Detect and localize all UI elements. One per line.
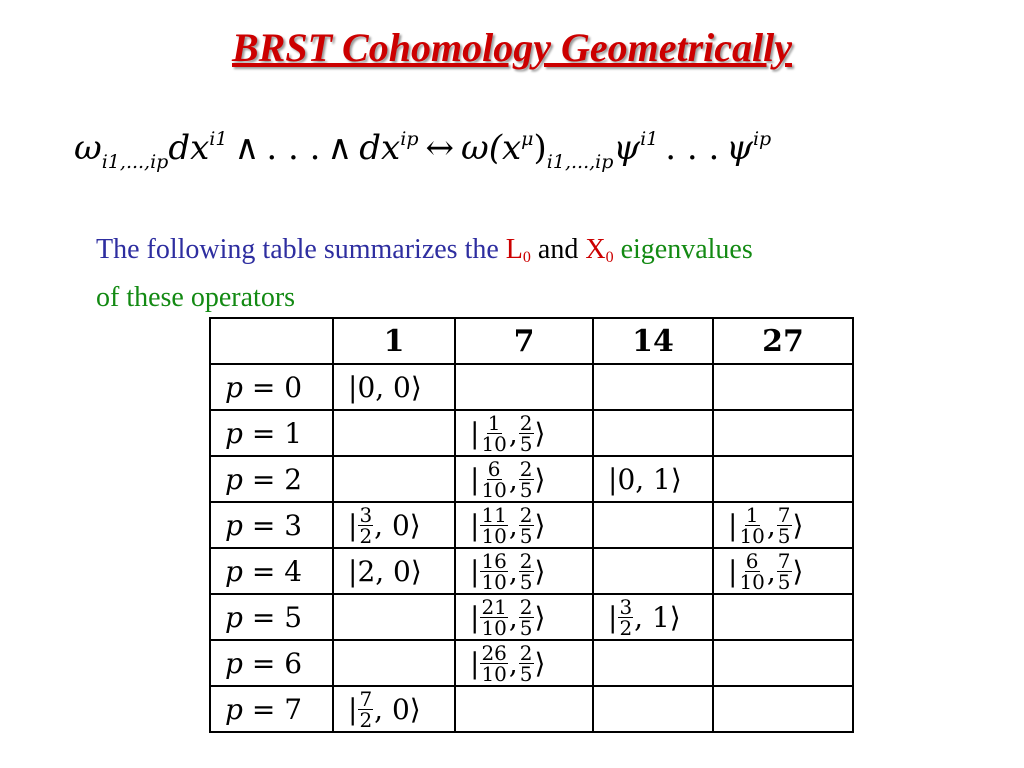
ket-state: | $\frac{6}{10}$ , $\frac{7}{5}$ ⟩ <box>728 548 804 594</box>
ket-state: | 2, 0 ⟩ <box>348 554 422 588</box>
fraction: $\frac{2}{5}$ <box>519 456 533 502</box>
table-cell <box>333 594 455 640</box>
table-cell <box>455 548 593 594</box>
table-cell <box>593 640 713 686</box>
table-cell <box>593 410 713 456</box>
ket-state: | 0, 1 ⟩ <box>608 462 682 496</box>
formula-rhs-close: ) <box>533 128 547 168</box>
table-cell <box>455 686 593 732</box>
slide-title: BRST Cohomology Geometrically <box>232 25 792 70</box>
formula-dx2: dx <box>359 128 401 168</box>
table-cell <box>455 364 593 410</box>
ket-state: | $\frac{7}{2}$ , 0 ⟩ <box>348 686 421 732</box>
row-label: p = 6 <box>210 640 333 686</box>
fraction: $\frac{16}{10}$ <box>481 548 507 594</box>
table-row <box>210 364 853 410</box>
fraction: $\frac{21}{10}$ <box>481 594 507 640</box>
fraction: $\frac{2}{5}$ <box>519 410 533 456</box>
ket-state: | $\frac{21}{10}$ , $\frac{2}{5}$ ⟩ <box>470 594 546 640</box>
table-row <box>210 594 853 640</box>
table-cell <box>455 640 593 686</box>
table-header-row <box>210 318 853 364</box>
row-label: p = 3 <box>210 502 333 548</box>
formula-lhs-sub: i1,...,ip <box>101 151 169 173</box>
table-cell <box>333 548 455 594</box>
row-label: p = 2 <box>210 456 333 502</box>
table-cell <box>713 640 853 686</box>
ket-state: | $\frac{3}{2}$ , 0 ⟩ <box>348 502 421 548</box>
formula-rhs-sub: i1,...,ip <box>546 151 614 173</box>
table-cell <box>455 502 593 548</box>
ket-state: | $\frac{26}{10}$ , $\frac{2}{5}$ ⟩ <box>470 640 546 686</box>
header-cell: 27 <box>713 318 853 364</box>
fraction: $\frac{7}{5}$ <box>777 502 791 548</box>
ket-state: | $\frac{3}{2}$ , 1 ⟩ <box>608 594 681 640</box>
summary-X <box>585 234 613 265</box>
fraction: $\frac{7}{2}$ <box>359 686 373 732</box>
table-cell <box>593 548 713 594</box>
cohomology-formula <box>74 128 974 173</box>
header-cell: 7 <box>455 318 593 364</box>
fraction: $\frac{2}{5}$ <box>519 548 533 594</box>
table-row <box>210 456 853 502</box>
fraction: $\frac{2}{5}$ <box>519 502 533 548</box>
formula-wedge1: ∧ <box>234 128 260 168</box>
table-cell <box>713 410 853 456</box>
fraction: $\frac{3}{2}$ <box>619 594 633 640</box>
table-cell <box>593 364 713 410</box>
table-cell <box>713 502 853 548</box>
table-cell <box>593 456 713 502</box>
summary-part2: eigenvalues <box>613 234 753 265</box>
fraction: $\frac{1}{10}$ <box>481 410 507 456</box>
formula-psi2-sup: ip <box>752 128 772 150</box>
fraction: $\frac{26}{10}$ <box>481 640 507 686</box>
formula-dx1-sup: i1 <box>209 128 228 150</box>
row-label: p = 1 <box>210 410 333 456</box>
summary-X-letter: X <box>585 234 606 265</box>
summary-text <box>96 230 916 318</box>
summary-L-sub: 0 <box>522 249 531 266</box>
table-cell <box>333 640 455 686</box>
formula-dots1: . . . <box>266 128 321 168</box>
summary-line2: of these operators <box>96 282 296 313</box>
formula-psi1-sup: i1 <box>640 128 659 150</box>
header-cell <box>210 318 333 364</box>
table-row <box>210 686 853 732</box>
row-label: p = 4 <box>210 548 333 594</box>
table-body <box>210 364 853 732</box>
eigenvalue-table <box>209 317 854 733</box>
ket-state: | $\frac{6}{10}$ , $\frac{2}{5}$ ⟩ <box>470 456 546 502</box>
table-cell <box>455 456 593 502</box>
table-cell <box>593 502 713 548</box>
ket-state: | $\frac{11}{10}$ , $\frac{2}{5}$ ⟩ <box>470 502 546 548</box>
formula-rhs: ω(x <box>461 128 522 168</box>
formula-psi1: ψ <box>613 128 641 168</box>
row-label: p = 5 <box>210 594 333 640</box>
fraction: $\frac{2}{5}$ <box>519 640 533 686</box>
table-cell <box>713 594 853 640</box>
table-cell <box>713 686 853 732</box>
formula-dots2: . . . <box>665 128 720 168</box>
fraction: $\frac{6}{10}$ <box>739 548 765 594</box>
table-cell <box>455 410 593 456</box>
table-cell <box>333 686 455 732</box>
summary-L <box>506 234 531 265</box>
fraction: $\frac{11}{10}$ <box>481 502 507 548</box>
formula-arrow: ↔ <box>425 128 454 168</box>
formula-psi2: ψ <box>726 128 753 168</box>
table-cell <box>593 594 713 640</box>
ket-state: | $\frac{1}{10}$ , $\frac{2}{5}$ ⟩ <box>470 410 546 456</box>
table-row <box>210 548 853 594</box>
table-cell <box>333 502 455 548</box>
ket-state: | 0, 0 ⟩ <box>348 370 422 404</box>
table-cell <box>333 410 455 456</box>
table-row <box>210 502 853 548</box>
ket-state: | $\frac{16}{10}$ , $\frac{2}{5}$ ⟩ <box>470 548 546 594</box>
table-cell <box>713 456 853 502</box>
fraction: $\frac{2}{5}$ <box>519 594 533 640</box>
formula-omega: ω <box>74 128 102 168</box>
formula-wedge2: ∧ <box>327 128 353 168</box>
formula-mu: μ <box>521 128 534 150</box>
ket-state: | $\frac{1}{10}$ , $\frac{7}{5}$ ⟩ <box>728 502 804 548</box>
summary-and: and <box>530 234 586 265</box>
fraction: $\frac{7}{5}$ <box>777 548 791 594</box>
header-cell: 1 <box>333 318 455 364</box>
summary-part1: The following table summarizes the <box>96 234 506 265</box>
row-label: p = 7 <box>210 686 333 732</box>
table-cell <box>333 364 455 410</box>
fraction: $\frac{1}{10}$ <box>739 502 765 548</box>
table-cell <box>455 594 593 640</box>
table-cell <box>713 364 853 410</box>
row-label: p = 0 <box>210 364 333 410</box>
table-cell <box>593 686 713 732</box>
table-row <box>210 410 853 456</box>
header-cell: 14 <box>593 318 713 364</box>
table-cell <box>333 456 455 502</box>
formula-dx2-sup: ip <box>400 128 419 150</box>
summary-L-letter: L <box>505 234 523 265</box>
formula-dx1: dx <box>168 128 210 168</box>
fraction: $\frac{3}{2}$ <box>359 502 373 548</box>
table-row <box>210 640 853 686</box>
table-cell <box>713 548 853 594</box>
fraction: $\frac{6}{10}$ <box>481 456 507 502</box>
summary-X-sub: 0 <box>605 249 614 266</box>
